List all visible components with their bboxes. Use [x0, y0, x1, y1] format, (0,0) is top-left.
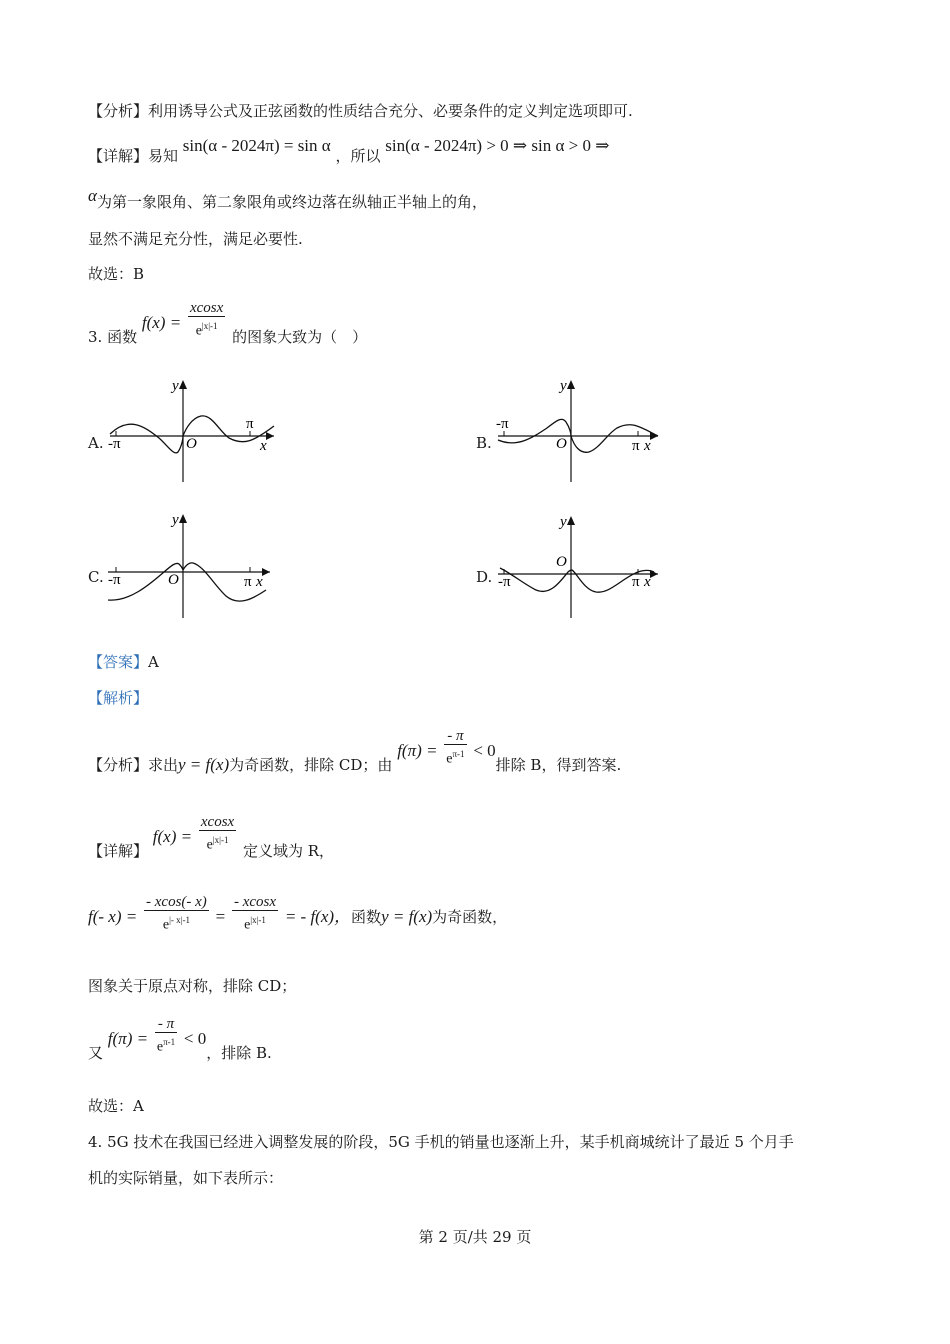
odd-y: y = f(x) [381, 907, 433, 927]
fraction-denominator [188, 316, 225, 341]
fraction-denominator [232, 910, 278, 935]
detail-line-2 [88, 186, 487, 212]
x-axis-arrow [266, 432, 274, 440]
label-origin: O [186, 436, 197, 452]
denominator-base: e [195, 323, 202, 339]
page-footer: 第 2 页/共 29 页 [418, 1228, 532, 1246]
fraction-numerator: - xcosx [233, 894, 277, 910]
fraction-denominator [155, 1032, 177, 1057]
sin-identity-equation: sin(α - 2024π) = sin α [182, 136, 331, 155]
denominator-base: e [206, 837, 213, 853]
option-c-label: C. [88, 568, 104, 586]
label-origin: O [556, 554, 567, 570]
again-pre: 又 [88, 1044, 104, 1063]
detail-line-1 [88, 136, 610, 165]
fraction-numerator: xcosx [189, 300, 224, 316]
label-origin: O [556, 436, 567, 452]
again-f: f(π) = [107, 1029, 149, 1049]
denominator-exponent: |- x|-1 [169, 915, 190, 925]
again-lt: < 0 [183, 1029, 207, 1049]
curve-d [500, 568, 654, 592]
option-b-label: B. [476, 434, 492, 452]
label-x: x [644, 574, 651, 590]
analysis-2-pre: 【分析】求出 [88, 756, 179, 775]
fraction-denominator [199, 830, 236, 855]
y-axis-arrow [567, 380, 575, 389]
question-3-stem [88, 300, 368, 347]
question-4-line-2: 机的实际销量，如下表所示： [88, 1169, 284, 1187]
odd-equals: = [215, 907, 226, 927]
alpha-symbol: α [88, 186, 97, 205]
label-pi: π [632, 438, 640, 454]
denominator-base: e [244, 917, 251, 933]
odd-fraction-1 [144, 894, 209, 935]
denominator-exponent: |x|-1 [212, 835, 229, 845]
connector-text: ，所以 [335, 147, 381, 165]
label-neg-pi: -π [108, 572, 121, 588]
curve-c [108, 563, 266, 601]
option-d-graph [492, 512, 670, 620]
function-lhs: f(x) = [141, 313, 182, 333]
label-origin: O [168, 572, 179, 588]
odd-function-line [88, 896, 507, 937]
analysis-2-mid: 为奇函数，排除 CD；由 [229, 756, 393, 775]
fraction-denominator [144, 910, 209, 935]
symmetry-line: 图象关于原点对称，排除 CD； [88, 977, 297, 995]
analysis-2-lt: < 0 [473, 741, 496, 761]
denominator-base: e [446, 751, 453, 767]
analysis-line-1: 【分析】利用诱导公式及正弦函数的性质结合充分、必要条件的定义判定选项即可. [88, 102, 633, 120]
odd-fraction-2 [232, 894, 278, 935]
y-axis-arrow [179, 514, 187, 523]
label-y: y [560, 378, 567, 394]
fraction-numerator: - π [447, 728, 464, 744]
denominator-exponent: |x|-1 [250, 915, 266, 925]
jiexi-tag: 【解析】 [88, 689, 149, 707]
fraction-denominator [444, 744, 466, 769]
denominator-exponent: |x|-1 [201, 321, 218, 331]
analysis-2-post: 排除 B，得到答案. [495, 756, 622, 775]
option-a-graph [104, 376, 282, 484]
label-pi: π [244, 574, 252, 590]
choose-line-2: 故选：A [88, 1097, 144, 1115]
choose-line-1: 故选：B [88, 265, 145, 283]
fraction-numerator: xcosx [200, 814, 235, 830]
analysis-2-y: y = f(x) [178, 755, 230, 775]
x-axis-arrow [262, 568, 270, 576]
label-pi: π [632, 574, 640, 590]
label-x: x [644, 438, 651, 454]
detail-tag: 【详解】易知 [88, 147, 179, 165]
question-3-prefix: 3. 函数 [88, 328, 138, 347]
denominator-base: e [162, 917, 170, 933]
again-line [88, 1016, 272, 1063]
label-neg-pi: -π [498, 574, 511, 590]
label-y: y [172, 512, 179, 528]
analysis-2-fraction [444, 728, 466, 769]
answer-line [88, 652, 159, 672]
detail-line-2-text: 为第一象限角、第二象限角或终边落在纵轴正半轴上的角， [96, 193, 487, 211]
y-axis-arrow [567, 516, 575, 525]
label-pi: π [246, 416, 254, 432]
odd-lhs: f(- x) = [88, 907, 138, 927]
question-3-suffix: 的图象大致为（ ） [232, 328, 368, 347]
odd-rhs: = - f(x)， [284, 907, 352, 927]
detail-line-3: 显然不满足充分性，满足必要性. [88, 230, 303, 248]
detail-line-4 [88, 814, 335, 861]
odd-text: 函数 [351, 908, 382, 927]
function-fraction [188, 300, 225, 341]
y-axis-arrow [179, 380, 187, 389]
label-x: x [260, 438, 267, 454]
option-b-graph [492, 376, 670, 484]
fraction-numerator: - xcos(- x) [146, 894, 207, 910]
detail-2-fraction [199, 814, 236, 855]
detail-2-post: 定义域为 R， [242, 842, 335, 861]
label-y: y [172, 378, 179, 394]
option-d-label: D. [476, 568, 493, 586]
label-neg-pi: -π [108, 436, 121, 452]
detail-2-tag: 【详解】 [88, 842, 149, 861]
denominator-exponent: π-1 [163, 1037, 176, 1047]
fraction-numerator: - π [157, 1016, 175, 1032]
option-c-graph [104, 510, 282, 620]
detail-2-f: f(x) = [152, 827, 193, 847]
denominator-exponent: π-1 [452, 749, 465, 759]
label-neg-pi: -π [496, 416, 509, 432]
label-x: x [256, 574, 263, 590]
analysis-2-f: f(π) = [397, 741, 438, 761]
answer-value: A [148, 653, 159, 671]
label-y: y [560, 514, 567, 530]
again-post: ，排除 B. [206, 1044, 272, 1063]
denominator-base: e [156, 1039, 164, 1055]
sin-implication-equation: sin(α - 2024π) > 0 ⇒ sin α > 0 ⇒ [385, 136, 610, 155]
answer-tag: 【答案】 [88, 653, 149, 671]
option-a-label: A. [88, 434, 104, 452]
analysis-line-2 [88, 728, 622, 775]
odd-text-2: 为奇函数， [432, 908, 508, 927]
question-4-line-1: 4. 5G 技术在我国已经进入调整发展的阶段，5G 手机的销量也逐渐上升，某手机商城统计了最近 5 个月手 [88, 1133, 794, 1151]
again-fraction [155, 1016, 177, 1057]
